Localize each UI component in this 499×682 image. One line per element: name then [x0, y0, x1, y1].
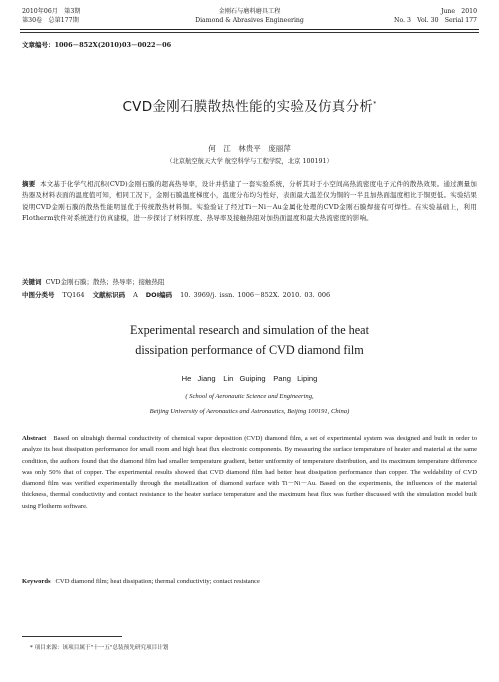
header-rule-thin: [20, 32, 479, 33]
title-en-line1: Experimental research and simulation of the heat: [130, 323, 369, 337]
keywords-cn: [22, 277, 165, 286]
abstract-cn-text: 本文基于化学气相沉积(CVD)金刚石膜的超高热导率，设计并搭建了一套实验系统，分析其对于小空间高热流密度电子元件的散热效果。通过测量加热器及材料表面的温度值可知，相同工况下，金刚石膜温度梯度小，温度分布均匀性好，表面最大温差仅为铜的一半且加热面温度相比于铜更低。实验结果说明CVD金刚石膜的散热性能明显优于传统散热材料铜。实验验证了经过Ti－Ni－Au金属化处理的CVD金刚石膜焊接有可焊性。在实验基础上，利用Flotherm软件对系统进行仿真建模，进一步探讨了材料厚度、热导率及接触热阻对加热面温度和最大热流密度的影响。: [22, 180, 477, 223]
clc-label: 中图分类号: [22, 291, 55, 299]
footnote-funding: * 项目来源：该项目属于"十一五"总装预先研究项目计划: [30, 645, 169, 651]
title-cn: [20, 95, 479, 115]
article-number: 文章编号：1006－852X(2010)03－0022－06: [22, 41, 172, 49]
affiliation-cn: （北京航空航天大学 航空科学与工程学院，北京 100191）: [166, 158, 333, 165]
title-en: [40, 320, 459, 360]
affiliation-en-line2: Beijing University of Aeronautics and Astronautics, Beijing 100191, China): [149, 408, 350, 415]
header-rule-thick: [20, 29, 479, 30]
authors-en: He Jiang Lin Guiping Pang Liping: [181, 374, 318, 383]
abstract-cn-label: 摘要: [22, 180, 36, 188]
header-volume-en: No. 3 Vol. 30 Serial 177: [394, 17, 477, 24]
keywords-cn-label: 关键词: [22, 278, 42, 286]
header-issue-date: 2010年06月 第3期: [22, 8, 81, 15]
keywords-en: [22, 578, 260, 585]
clc-value: TQ164: [62, 291, 85, 299]
keywords-en-label: Keywords: [22, 578, 51, 585]
header-journal-en: Diamond & Abrasives Engineering: [195, 17, 304, 24]
header-journal-cn: 金刚石与磨料磨具工程: [218, 8, 281, 15]
doc-code-label: 文献标识码: [92, 291, 126, 299]
header-date-en: June 2010: [440, 8, 477, 15]
doi-label: DOI编码: [145, 291, 173, 299]
abstract-en: [22, 433, 477, 512]
footnote-rule: [22, 636, 122, 637]
abstract-cn: [22, 179, 477, 225]
running-header: [22, 7, 477, 37]
affiliation-en-line1: ( School of Aeronautic Science and Engineering,: [185, 393, 314, 400]
abstract-en-text: Based on ultrahigh thermal conductivity of chemical vapor deposition (CVD) diamond film, a set of experimental system was designed and built in order to analyze its heat dissipation performance for small room and high heat flux electronic components. By measuring the surface temperature of heater and material at the same condition, the authors found that the diamond film had smaller temperature gradient, better uniformity of temperature distribution, and its maximum temperature difference was only 50% that of copper. The experimental results showed that CVD diamond film had better heat dissipation performance than copper. The weldability of CVD diamond film was verified experimentally through the metallization of diamond surface with Ti－Ni－Au. Based on the experiments, the influences of the material thickness, thermal conductivity and contact resistance to the heater surface temperature and the maximum heat flux was further discussed with the simulation model built using Flotherm software.: [22, 435, 477, 510]
title-footnote-mark: *: [373, 100, 377, 108]
header-volume: 第30卷 总第177期: [22, 17, 79, 24]
title-en-line2: dissipation performance of CVD diamond film: [135, 343, 364, 357]
title-cn-text: CVD金刚石膜散热性能的实验及仿真分析: [122, 99, 374, 115]
doc-code-value: A: [133, 291, 138, 299]
keywords-cn-text: CVD金刚石膜；散热；热导率；接触热阻: [45, 278, 165, 286]
authors-cn: 何 江 林贵平 庞丽萍: [208, 144, 291, 153]
abstract-en-label: Abstract: [22, 435, 47, 442]
header-issue-info-en: [394, 7, 477, 25]
keywords-en-text: CVD diamond film; heat dissipation; thermal conductivity; contact resistance: [55, 578, 260, 585]
affiliation-en: [40, 389, 459, 419]
classification-line: [22, 290, 330, 299]
doi-value: 10. 3969/j. issn. 1006－852X. 2010. 03. 006: [180, 291, 331, 299]
